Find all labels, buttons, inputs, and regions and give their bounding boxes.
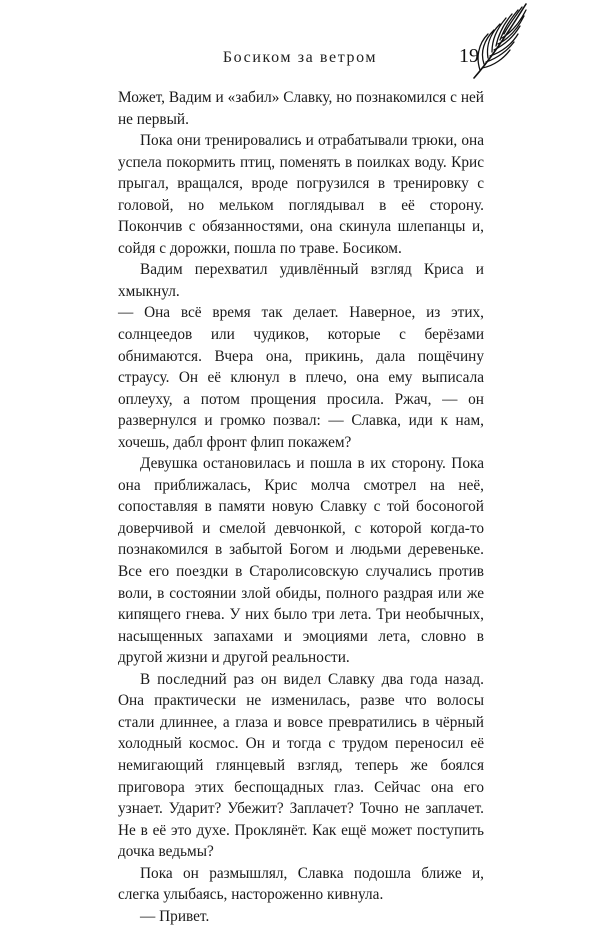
running-title: Босиком за ветром	[222, 49, 378, 66]
paragraph: Может, Вадим и «забил» Славку, но познакомился с ней не первый.	[118, 89, 484, 128]
paragraph: Пока он размышлял, Славка подошла ближе и, слегка улыбаясь, настороженно кивнула.	[118, 864, 484, 904]
paragraph: В последний раз он видел Славку два года назад. Она практически не изменилась, разве что волосы стали длиннее, а глаза и вовсе превратились в чёрный холодный космос. Он и тогда с трудом переносил её немигающий глянцевый взгляд, теперь же боялся приговора этих беспощадных глаз. Сейчас она его узнает. Ударит? Убежит? Заплачет? Точно не заплачет. Не в её это духе. Проклянёт. Как ещё может поступить дочка ведьмы?	[118, 670, 484, 861]
paragraph: Вадим перехватил удивлённый взгляд Криса и хмыкнул.	[118, 261, 484, 300]
paragraph: Пока они тренировались и отрабатывали трюки, она успела покормить птиц, поменять в поилках воду. Крис прыгал, вращался, вроде погрузился в тренировку с головой, но мельком поглядывал в её сторону. Покончив с обязанностями, она скинула шлепанцы и, сойдя с дорожки, пошла по траве. Босиком.	[118, 132, 484, 257]
page-body	[118, 87, 484, 927]
paragraph: — Привет.	[140, 907, 210, 925]
paragraph: — Она всё время так делает. Наверное, из этих, солнцеедов или чудиков, которые с берёзами обнимаются. Вчера она, прикинь, дала пощёчину страусу. Он её клюнул в плечо, она ему выписала оплеуху, а потом прощения просила. Ржач, — он развернулся и громко позвал: — Славка, иди к нам, хочешь, дабл фронт флип покажем?	[118, 304, 484, 451]
paragraph: Девушка остановилась и пошла в их сторону. Пока она приближалась, Крис молча смотрел на неё, сопоставляя в памяти новую Славку с той босоногой доверчивой и смелой девчонкой, с которой когда-то познакомился в забытой Богом и людьми деревеньке. Все его поездки в Старолисовскую случались против воли, в состоянии злой обиды, полного раздрая или же кипящего гнева. У них было три лета. Три необычных, насыщенных запахами и эмоциями лета, словно в другой жизни и другой реальности.	[118, 455, 484, 667]
page-number: 19	[459, 45, 479, 67]
feather-icon	[470, 0, 532, 82]
